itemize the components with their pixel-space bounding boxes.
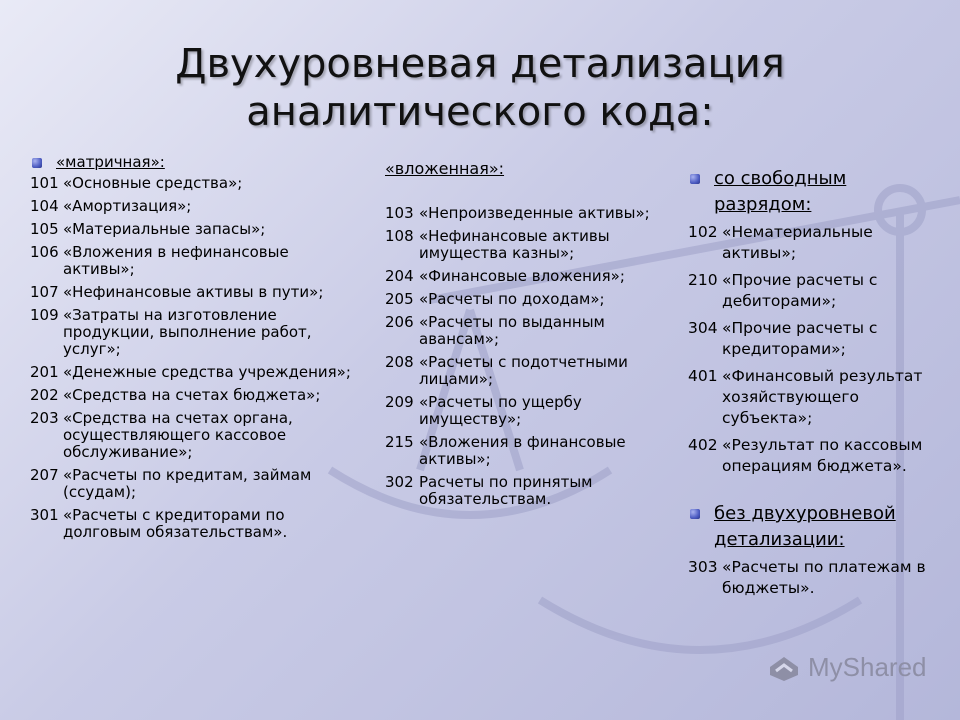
- page-title: [90, 40, 870, 136]
- square-bullet-icon: [690, 174, 700, 184]
- item-code: 109: [30, 306, 59, 324]
- left-heading: [30, 154, 360, 171]
- item-text: «Расчеты по кредитам, займам (ссудам);: [63, 466, 312, 501]
- list-item: [30, 307, 360, 358]
- left-column: [30, 154, 360, 547]
- item-code: 210: [688, 271, 718, 289]
- item-text: «Вложения в финансовые активы»;: [419, 433, 626, 468]
- list-item: [688, 557, 948, 599]
- item-code: 209: [385, 393, 414, 411]
- item-code: 108: [385, 227, 414, 245]
- list-item: [30, 507, 360, 541]
- item-code: 105: [30, 220, 59, 238]
- list-item: [30, 284, 360, 301]
- item-code: 103: [385, 204, 414, 222]
- list-item: [30, 221, 360, 238]
- item-code: 207: [30, 466, 59, 484]
- right-heading-2-text: без двухуровневой детализации:: [714, 503, 896, 550]
- item-text: «Нефинансовые активы в пути»;: [63, 283, 324, 301]
- item-text: «Основные средства»;: [63, 174, 243, 192]
- list-item: [385, 228, 675, 262]
- list-item: [688, 366, 948, 429]
- item-text: «Материальные запасы»;: [63, 220, 266, 238]
- list-item: [30, 364, 360, 381]
- item-code: 401: [688, 367, 718, 385]
- list-item: [385, 354, 675, 388]
- list-item: [688, 222, 948, 264]
- myshared-logo: [766, 652, 927, 683]
- item-text: «Расчеты по выданным авансам»;: [419, 313, 605, 348]
- item-code: 215: [385, 433, 414, 451]
- item-text: «Прочие расчеты с кредиторами»;: [722, 319, 878, 358]
- item-code: 102: [688, 223, 718, 241]
- item-text: «Финансовый результат хозяйствующего субъекта»;: [722, 367, 923, 427]
- item-code: 106: [30, 243, 59, 261]
- item-text: «Расчеты с подотчетными лицами»;: [419, 353, 628, 388]
- item-text: «Средства на счетах органа, осуществляющего кассовое обслуживание»;: [63, 409, 293, 461]
- item-text: «Расчеты по ущербу имуществу»;: [419, 393, 582, 428]
- item-code: 208: [385, 353, 414, 371]
- item-code: 303: [688, 558, 718, 576]
- left-heading-text: «матричная»:: [56, 153, 165, 171]
- item-code: 104: [30, 197, 59, 215]
- item-text: «Расчеты с кредиторами по долговым обязательствам».: [63, 506, 288, 541]
- list-item: [30, 198, 360, 215]
- square-bullet-icon: [690, 509, 700, 519]
- item-text: «Результат по кассовым операциям бюджета».: [722, 436, 923, 475]
- item-code: 101: [30, 174, 59, 192]
- list-item: [688, 270, 948, 312]
- list-item: [30, 387, 360, 404]
- logo-icon: [766, 653, 802, 683]
- item-text: Расчеты по принятым обязательствам.: [419, 473, 593, 508]
- item-text: «Нефинансовые активы имущества казны»;: [419, 227, 610, 262]
- item-code: 304: [688, 319, 718, 337]
- item-text: «Вложения в нефинансовые активы»;: [63, 243, 289, 278]
- item-text: «Прочие расчеты с дебиторами»;: [722, 271, 878, 310]
- item-text: «Затраты на изготовление продукции, выполнение работ, услуг»;: [63, 306, 312, 358]
- list-item: [385, 474, 675, 508]
- list-item: [385, 268, 675, 285]
- logo-text: MyShared: [808, 652, 927, 682]
- list-item: [385, 205, 675, 222]
- item-text: «Средства на счетах бюджета»;: [63, 386, 321, 404]
- item-code: 203: [30, 409, 59, 427]
- item-code: 402: [688, 436, 718, 454]
- middle-column: [385, 160, 675, 514]
- list-item: [688, 318, 948, 360]
- title-line-1: Двухуровневая детализация: [175, 41, 785, 87]
- list-item: [385, 394, 675, 428]
- middle-heading: «вложенная»:: [385, 159, 505, 178]
- list-item: [30, 410, 360, 461]
- title-line-2: аналитического кода:: [246, 89, 714, 135]
- list-item: [688, 435, 948, 477]
- list-item: [385, 314, 675, 348]
- item-code: 302: [385, 473, 414, 491]
- square-bullet-icon: [32, 158, 42, 168]
- item-text: «Нематериальные активы»;: [722, 223, 873, 262]
- item-text: «Финансовые вложения»;: [419, 267, 625, 285]
- item-code: 201: [30, 363, 59, 381]
- list-item: [30, 467, 360, 501]
- right-heading-free-digit: [688, 166, 948, 218]
- item-text: «Денежные средства учреждения»;: [63, 363, 351, 381]
- list-item: [30, 244, 360, 278]
- item-text: «Непроизведенные активы»;: [419, 204, 650, 222]
- list-item: [385, 434, 675, 468]
- item-code: 205: [385, 290, 414, 308]
- item-code: 206: [385, 313, 414, 331]
- item-text: «Амортизация»;: [63, 197, 192, 215]
- item-code: 202: [30, 386, 59, 404]
- right-heading-1-text: со свободным разрядом:: [714, 168, 847, 215]
- item-text: «Расчеты по платежам в бюджеты».: [722, 558, 926, 597]
- right-heading-no-detail: [688, 501, 948, 553]
- list-item: [30, 175, 360, 192]
- item-code: 301: [30, 506, 59, 524]
- right-column: [688, 166, 948, 605]
- item-text: «Расчеты по доходам»;: [419, 290, 605, 308]
- item-code: 107: [30, 283, 59, 301]
- list-item: [385, 291, 675, 308]
- item-code: 204: [385, 267, 414, 285]
